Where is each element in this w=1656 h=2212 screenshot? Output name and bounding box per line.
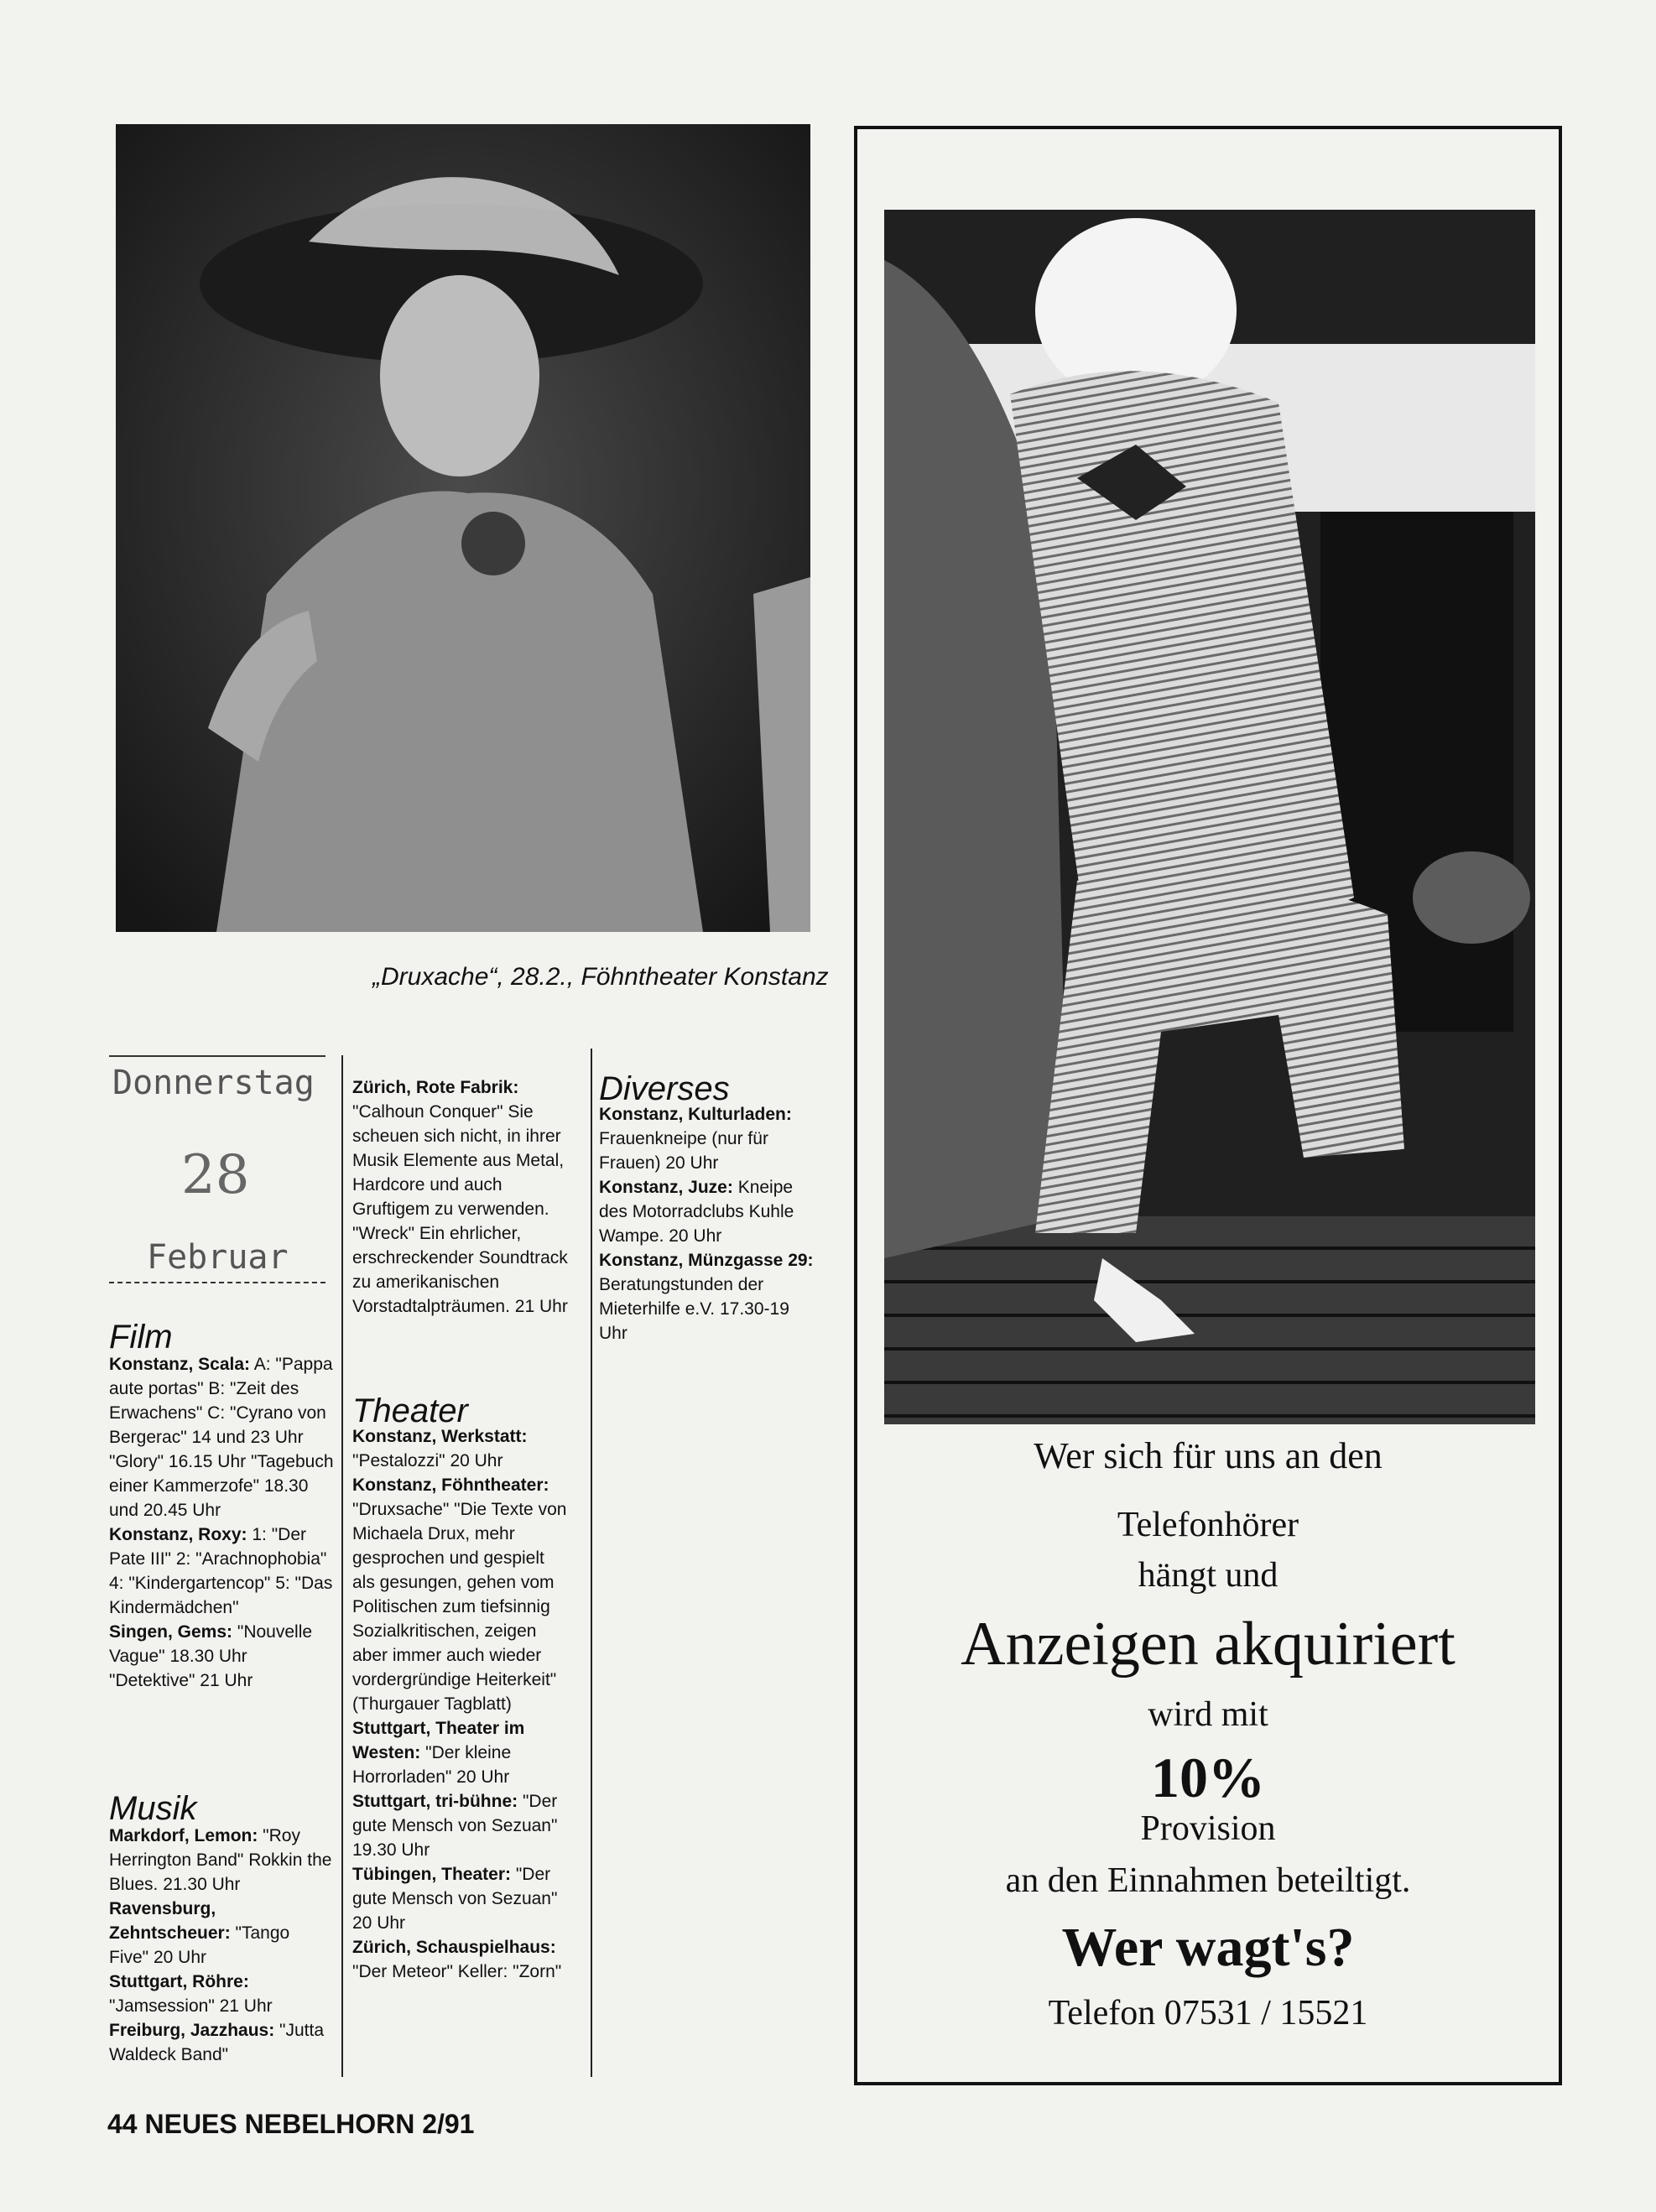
listing-entry <box>352 1862 569 1935</box>
theater-photo <box>116 124 810 932</box>
program: "Nouvelle Vague" 18.30 Uhr "Detektive" 21 Uhr <box>109 1622 313 1690</box>
program: Kneipe des Motorradclubs Kuhle Wampe. 20 Uhr <box>599 1178 794 1246</box>
venue: Konstanz, Münzgasse 29: <box>599 1251 814 1270</box>
listing-film <box>109 1352 334 1693</box>
program: 1: "Der Pate III" 2: "Arachnophobia" 4: "Kindergartencop" 5: "Das Kindermädchen" <box>109 1525 333 1617</box>
venue: Stuttgart, Röhre: <box>109 1972 249 1991</box>
program: "Tango Five" 20 Uhr <box>109 1923 290 1967</box>
venue: Tübingen, Theater: <box>352 1865 511 1884</box>
listing-entry <box>109 1824 334 1897</box>
venue: Stuttgart, Theater im Westen: <box>352 1719 525 1762</box>
ad-photo <box>884 210 1535 1424</box>
date-day-number: 28 <box>181 1144 250 1206</box>
venue: Stuttgart, tri-bühne: <box>352 1792 518 1811</box>
section-heading-film: Film <box>109 1319 173 1356</box>
venue: Konstanz, Kulturladen: <box>599 1105 792 1124</box>
venue: Markdorf, Lemon: <box>109 1826 258 1845</box>
program: "Jutta Waldeck Band" <box>109 2021 325 2064</box>
program: "Calhoun Conquer" Sie scheuen sich nicht, in ihrer Musik Elemente aus Metal, Hardcore und auch Gruftigem zu verwenden. "Wreck" Ein ehrlicher, erschreckender Soundtrack zu amerikanischen Vorstadtalpträumen. 21 Uhr <box>352 1102 568 1316</box>
ad-line-intro: Wer sich für uns an den <box>1034 1435 1383 1476</box>
listing-diverses <box>599 1102 819 1345</box>
listing-musik <box>109 1824 334 2067</box>
column-divider-2 <box>591 1049 592 2077</box>
listing-entry <box>352 1716 569 1789</box>
venue: Konstanz, Roxy: <box>109 1525 247 1544</box>
venue: Zürich, Schauspielhaus: <box>352 1938 556 1957</box>
listing-theater <box>352 1424 569 1984</box>
listing-entry <box>599 1102 819 1175</box>
program: "Der gute Mensch von Sezuan" 19.30 Uhr <box>352 1792 558 1860</box>
program: "Pestalozzi" 20 Uhr <box>352 1451 503 1470</box>
theater-photo-drawing <box>116 124 810 932</box>
ad-line-haengt: hängt und <box>1138 1556 1278 1595</box>
listing-entry <box>109 1970 334 2018</box>
listing-entry <box>599 1175 819 1248</box>
venue: Freiburg, Jazzhaus: <box>109 2021 275 2040</box>
ad-line-telefonhoerer: Telefonhörer <box>1117 1506 1299 1544</box>
program: "Jamsession" 21 Uhr <box>109 1996 273 2016</box>
venue: Konstanz, Scala: <box>109 1355 251 1374</box>
program: "Der Meteor" Keller: "Zorn" <box>352 1962 562 1981</box>
date-month: Februar <box>147 1238 289 1277</box>
listing-entry <box>352 1424 569 1473</box>
listing-entry <box>109 1620 334 1693</box>
venue: Konstanz, Juze: <box>599 1178 733 1197</box>
listing-entry <box>352 1789 569 1862</box>
ad-line-einnahmen: an den Einnahmen beteiltigt. <box>1005 1861 1411 1900</box>
ad-photo-drawing <box>884 210 1535 1424</box>
ad-line-provision: Provision <box>1140 1809 1276 1848</box>
section-heading-musik: Musik <box>109 1790 197 1827</box>
listing-entry <box>352 1935 569 1984</box>
venue: Zürich, Rote Fabrik: <box>352 1078 519 1097</box>
program: A: "Pappa aute portas" B: "Zeit des Erwachens" C: "Cyrano von Bergerac" 14 und 23 Uhr "Glory" 16.15 Uhr "Tagebuch einer Kammerzofe" 18.30 und 20.45 Uhr <box>109 1355 334 1520</box>
page-footer: 44 NEUES NEBELHORN 2/91 <box>107 2109 475 2139</box>
venue: Konstanz, Werkstatt: <box>352 1427 528 1446</box>
ad-percentage: 10% <box>1151 1746 1265 1809</box>
listing-entry <box>109 1352 334 1522</box>
program: "Der gute Mensch von Sezuan" 20 Uhr <box>352 1865 558 1933</box>
photo-caption: „Druxache“, 28.2., Föhntheater Konstanz <box>372 963 829 991</box>
program: Frauenkneipe (nur für Frauen) 20 Uhr <box>599 1129 768 1173</box>
ad-line-wird-mit: wird mit <box>1148 1695 1268 1734</box>
column-divider-1 <box>341 1055 343 2077</box>
ad-phone: Telefon 07531 / 15521 <box>1048 1994 1368 2032</box>
listing-musik-continued <box>352 1075 569 1319</box>
section-heading-theater: Theater <box>352 1392 468 1429</box>
section-heading-diverses: Diverses <box>599 1070 730 1107</box>
date-block-top-rule <box>109 1055 325 1057</box>
venue: Singen, Gems: <box>109 1622 233 1642</box>
ad-question: Wer wagt's? <box>1061 1917 1355 1978</box>
listing-entry <box>109 1897 334 1970</box>
venue: Ravensburg, Zehntscheuer: <box>109 1899 231 1943</box>
listing-entry <box>109 1522 334 1620</box>
date-weekday: Donnerstag <box>112 1064 315 1102</box>
program: "Der kleine Horrorladen" 20 Uhr <box>352 1743 512 1787</box>
advertisement-box <box>854 126 1562 2085</box>
listing-entry <box>599 1248 819 1345</box>
venue: Konstanz, Föhntheater: <box>352 1476 549 1495</box>
program: "Druxsache" "Die Texte von Michaela Drux, mehr gesprochen und gespielt als gesungen, gehen vom Politischen zum tiefsinnig Sozialkritischen, zeigen aber immer auch wieder vordergründige Heiterkeit" (Thurgauer Tagblatt) <box>352 1500 567 1714</box>
program: "Roy Herrington Band" Rokkin the Blues. 21.30 Uhr <box>109 1826 332 1894</box>
program: Beratungstunden der Mieterhilfe e.V. 17.30-19 Uhr <box>599 1275 789 1343</box>
ad-headline: Anzeigen akquiriert <box>961 1610 1456 1679</box>
listing-entry <box>352 1473 569 1716</box>
listing-entry <box>109 2018 334 2067</box>
listing-entry <box>352 1075 569 1319</box>
date-block-bottom-rule <box>109 1282 325 1283</box>
